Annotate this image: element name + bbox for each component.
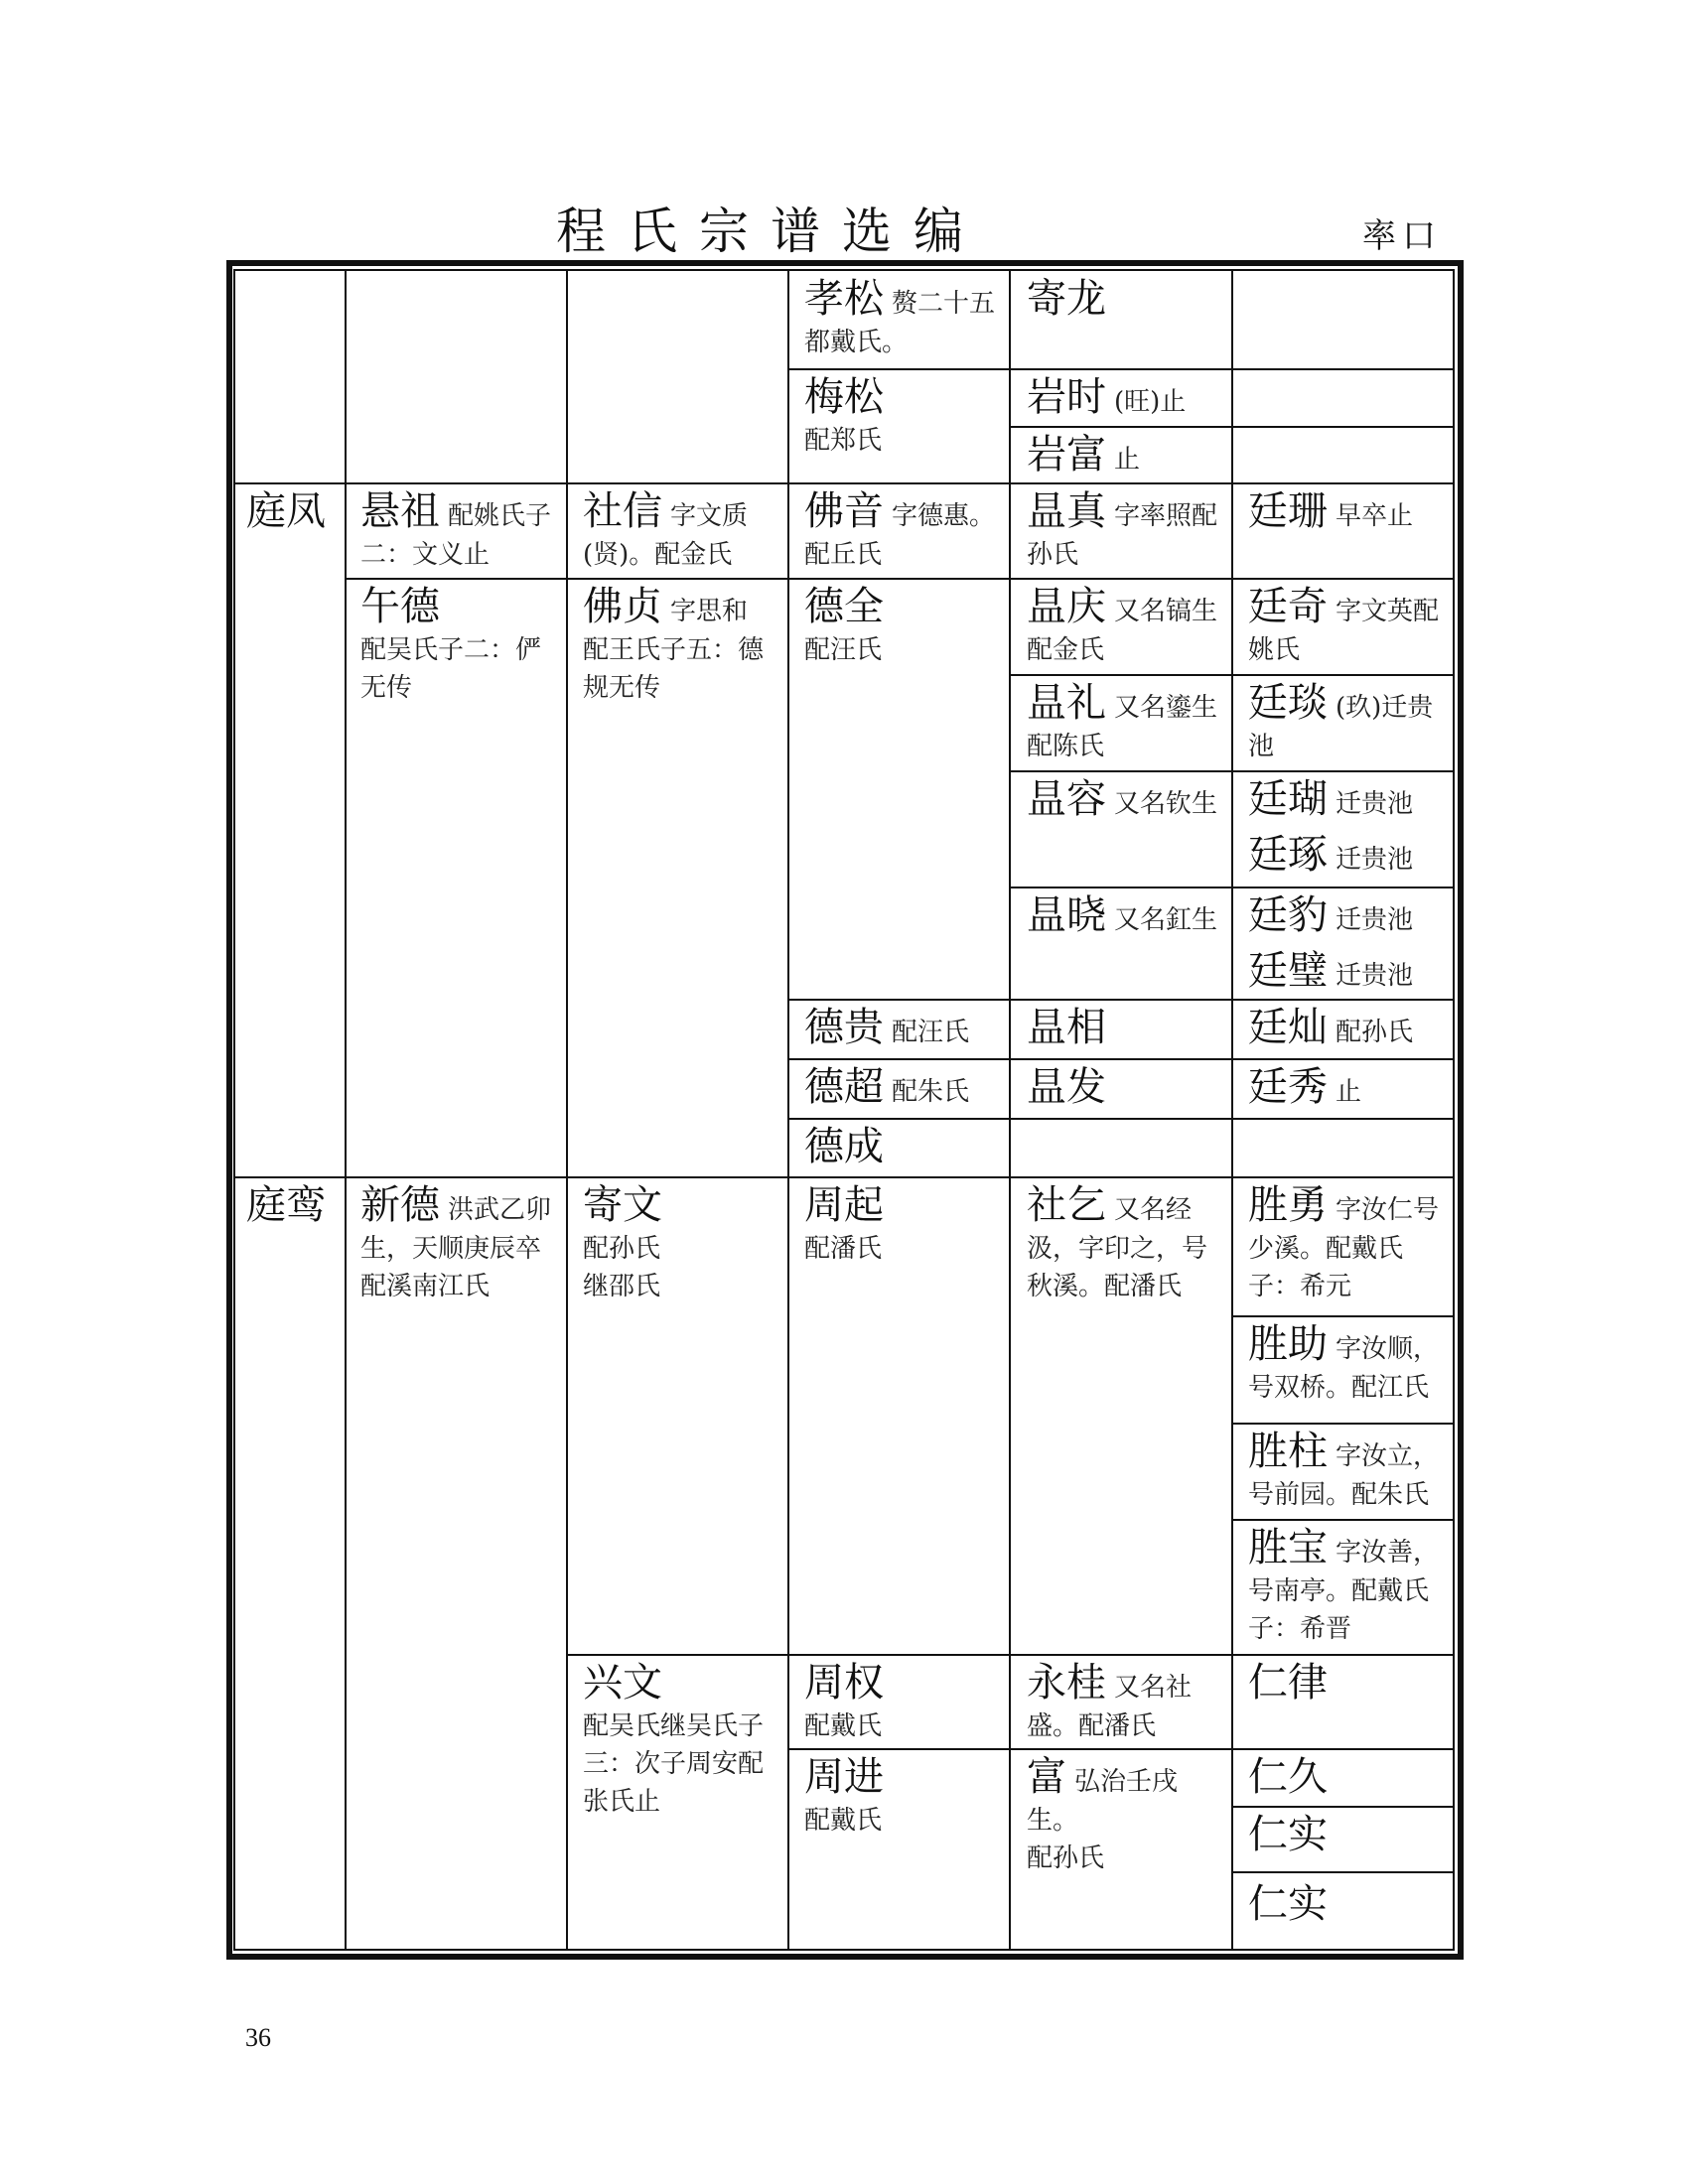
gen6-entry (1248, 1180, 1447, 1305)
gen3-entry (583, 486, 781, 574)
gen1-entry (246, 1180, 341, 1230)
gen5-entry (1027, 774, 1225, 824)
gen5-entry (1027, 1180, 1225, 1305)
person-note: 配朱氏 (891, 1077, 969, 1107)
person-name: 梅松 (804, 374, 884, 420)
row-divider (567, 1654, 1454, 1656)
gen6-entry (1248, 890, 1447, 940)
col-divider (566, 270, 568, 1950)
person-name: 廷灿 (1248, 1005, 1328, 1050)
gen5-entry (1027, 486, 1225, 574)
person-note: 配汪氏 (804, 635, 883, 665)
person-name: 岩富 (1027, 432, 1106, 478)
gen4-entry (804, 274, 1003, 361)
person-name: 庭鸾 (246, 1182, 326, 1228)
person-name: 廷珊 (1248, 488, 1328, 534)
person-name: 廷瑚 (1248, 776, 1328, 822)
gen2-entry (360, 1180, 559, 1305)
person-note: 字文英配姚氏 (1248, 597, 1439, 665)
gen4-entry (804, 1180, 1003, 1268)
person-note: 字汝仁号少溪。配戴氏子：希元 (1248, 1195, 1439, 1301)
page-number: 36 (245, 2023, 271, 2052)
person-note: 又名釭生 (1113, 905, 1217, 935)
person-note: 弘治壬戌生。 配孙氏 (1027, 1767, 1178, 1873)
person-name: 寄龙 (1027, 276, 1106, 322)
gen6-entry (1248, 1319, 1447, 1407)
gen4-entry (804, 1752, 1003, 1840)
gen3-entry (583, 1658, 781, 1821)
person-note: 迁贵池 (1335, 789, 1413, 819)
row-divider (1010, 887, 1454, 888)
person-name: 昷相 (1027, 1005, 1106, 1050)
gen4-entry (804, 1658, 1003, 1745)
person-note: 配姚氏子二：文义止 (360, 501, 551, 570)
person-name: 廷豹 (1248, 892, 1328, 938)
gen6-entry (1248, 1003, 1447, 1052)
person-name: 寄文 (583, 1182, 662, 1228)
gen5-entry (1027, 274, 1225, 324)
row-divider (1232, 1315, 1454, 1317)
person-note: 配吴氏子二：俨无传 (360, 635, 542, 703)
person-note: 配郑氏 (804, 426, 883, 456)
person-note: 字思和 配王氏子五：德规无传 (583, 597, 765, 703)
gen6-entry (1248, 946, 1447, 996)
gen5-entry (1027, 1003, 1225, 1052)
row-divider (1010, 770, 1454, 772)
person-note: 配汪氏 (891, 1018, 969, 1047)
person-note: 字汝顺，号双桥。配江氏 (1248, 1334, 1439, 1403)
person-name: 仁律 (1248, 1660, 1328, 1706)
row-divider (1232, 1519, 1454, 1521)
gen3-entry (583, 1180, 781, 1305)
person-note: 配孙氏 继邵氏 (583, 1234, 661, 1301)
person-name: 永桂 (1027, 1660, 1106, 1706)
person-note: 止 (1113, 445, 1140, 475)
person-name: 胜宝 (1248, 1525, 1328, 1570)
person-note: (旺)止 (1113, 387, 1187, 417)
person-name: 德成 (804, 1124, 884, 1169)
row-divider (234, 1176, 1454, 1178)
person-note: 配潘氏 (804, 1234, 883, 1264)
person-note: 又名钦生 (1113, 789, 1217, 819)
gen6-entry (1248, 830, 1447, 880)
person-note: 字文质(贤)。配金氏 (583, 501, 748, 570)
person-name: 廷琢 (1248, 832, 1328, 878)
person-name: 廷琰 (1248, 680, 1328, 726)
person-name: 富 (1027, 1754, 1066, 1800)
row-divider (788, 999, 1454, 1001)
gen2-entry (360, 486, 559, 574)
person-name: 午德 (360, 584, 440, 629)
person-name: 胜助 (1248, 1321, 1328, 1367)
person-note: 又名鎏生 配陈氏 (1027, 693, 1243, 761)
gen6-entry (1248, 1810, 1447, 1859)
row-divider (1010, 674, 1454, 676)
person-name: 仁实 (1248, 1881, 1328, 1927)
gen4-entry (804, 1003, 1003, 1052)
person-name: 周起 (804, 1182, 884, 1228)
person-name: 昷晓 (1027, 892, 1106, 938)
person-name: 周进 (804, 1754, 884, 1800)
person-name: 周权 (804, 1660, 884, 1706)
person-name: 廷璧 (1248, 948, 1328, 994)
person-note: (玖)迁贵池 (1248, 693, 1434, 761)
person-name: 仁实 (1248, 1812, 1328, 1857)
person-note: 迁贵池 (1335, 845, 1413, 875)
person-note: 配孙氏 (1335, 1018, 1413, 1047)
gen1-entry (246, 486, 341, 536)
col-divider (345, 270, 347, 1950)
person-name: 兴文 (583, 1660, 662, 1706)
person-name: 昷真 (1027, 488, 1106, 534)
gen5-entry (1027, 430, 1225, 479)
person-name: 新德 (360, 1182, 440, 1228)
person-name: 孝松 (804, 276, 884, 322)
person-name: 昷礼 (1027, 680, 1106, 726)
person-name: 昷容 (1027, 776, 1106, 822)
gen6-entry (1248, 1658, 1447, 1707)
col-divider (787, 270, 789, 1950)
person-name: 佛音 (804, 488, 884, 534)
place-name: 率口 (1362, 216, 1442, 256)
row-divider (346, 578, 1454, 580)
gen4-entry (804, 1122, 1003, 1171)
gen4-entry (804, 582, 1003, 669)
page-title: 程氏宗谱选编 (556, 203, 985, 260)
gen6-entry (1248, 1062, 1447, 1112)
person-note: 迁贵池 (1335, 905, 1413, 935)
person-name: 岩时 (1027, 374, 1106, 420)
gen6-entry (1248, 1427, 1447, 1514)
person-name: 德全 (804, 584, 884, 629)
person-note: 洪武乙卯生，天顺庚辰卒 配溪南江氏 (360, 1195, 551, 1301)
col-divider (1231, 270, 1233, 1950)
row-divider (788, 1118, 1454, 1120)
person-note: 配吴氏继吴氏子三：次子周安配张氏止 (583, 1711, 765, 1817)
person-name: 德贵 (804, 1005, 884, 1050)
gen4-entry (804, 372, 1003, 460)
person-name: 仁久 (1248, 1754, 1328, 1800)
gen6-entry (1248, 486, 1447, 536)
person-note: 迁贵池 (1335, 961, 1413, 991)
gen6-entry (1248, 582, 1447, 669)
row-divider (788, 368, 1454, 370)
gen6-entry (1248, 678, 1447, 765)
gen6-entry (1248, 774, 1447, 824)
gen6-entry (1248, 1523, 1447, 1648)
person-note: 字德惠。配丘氏 (804, 501, 995, 570)
gen5-entry (1027, 1062, 1225, 1112)
person-note: 早卒止 (1335, 501, 1413, 531)
gen4-entry (804, 1062, 1003, 1112)
row-divider (1010, 426, 1454, 428)
gen5-entry (1027, 372, 1225, 422)
gen6-entry (1248, 1879, 1447, 1929)
person-name: 悬祖 (360, 488, 440, 534)
person-name: 佛贞 (583, 584, 662, 629)
gen2-entry (360, 582, 559, 707)
col-divider (1009, 270, 1011, 1950)
gen6-entry (1248, 1752, 1447, 1802)
row-divider (1232, 1806, 1454, 1808)
row-divider (788, 1748, 1454, 1750)
gen5-entry (1027, 582, 1243, 669)
person-name: 廷秀 (1248, 1064, 1328, 1110)
person-name: 昷发 (1027, 1064, 1106, 1110)
person-name: 社信 (583, 488, 662, 534)
person-name: 昷庆 (1027, 584, 1106, 629)
row-divider (1232, 1423, 1454, 1425)
gen5-entry (1027, 678, 1243, 765)
person-note: 赘二十五都戴氏。 (804, 289, 995, 357)
person-name: 德超 (804, 1064, 884, 1110)
person-note: 字汝善，号南亭。配戴氏子：希晋 (1248, 1538, 1439, 1644)
gen5-entry (1027, 890, 1225, 940)
gen5-entry (1027, 1752, 1225, 1877)
gen5-entry (1027, 1658, 1225, 1745)
person-note: 又名经汲，字印之，号秋溪。配潘氏 (1027, 1195, 1208, 1301)
person-note: 字率照配孙氏 (1027, 501, 1217, 570)
row-divider (1232, 1871, 1454, 1873)
person-name: 胜柱 (1248, 1429, 1328, 1474)
person-name: 庭凤 (246, 488, 326, 534)
person-note: 配戴氏 (804, 1711, 883, 1741)
row-divider (234, 482, 1454, 484)
person-name: 胜勇 (1248, 1182, 1328, 1228)
gen3-entry (583, 582, 781, 707)
person-name: 社乞 (1027, 1182, 1106, 1228)
person-note: 止 (1335, 1077, 1361, 1107)
person-note: 又名社盛。配潘氏 (1027, 1673, 1192, 1741)
person-note: 又名镐生 配金氏 (1027, 597, 1243, 665)
row-divider (788, 1058, 1454, 1060)
person-note: 字汝立，号前园。配朱氏 (1248, 1441, 1439, 1510)
person-name: 廷奇 (1248, 584, 1328, 629)
gen4-entry (804, 486, 1003, 574)
person-note: 配戴氏 (804, 1806, 883, 1836)
